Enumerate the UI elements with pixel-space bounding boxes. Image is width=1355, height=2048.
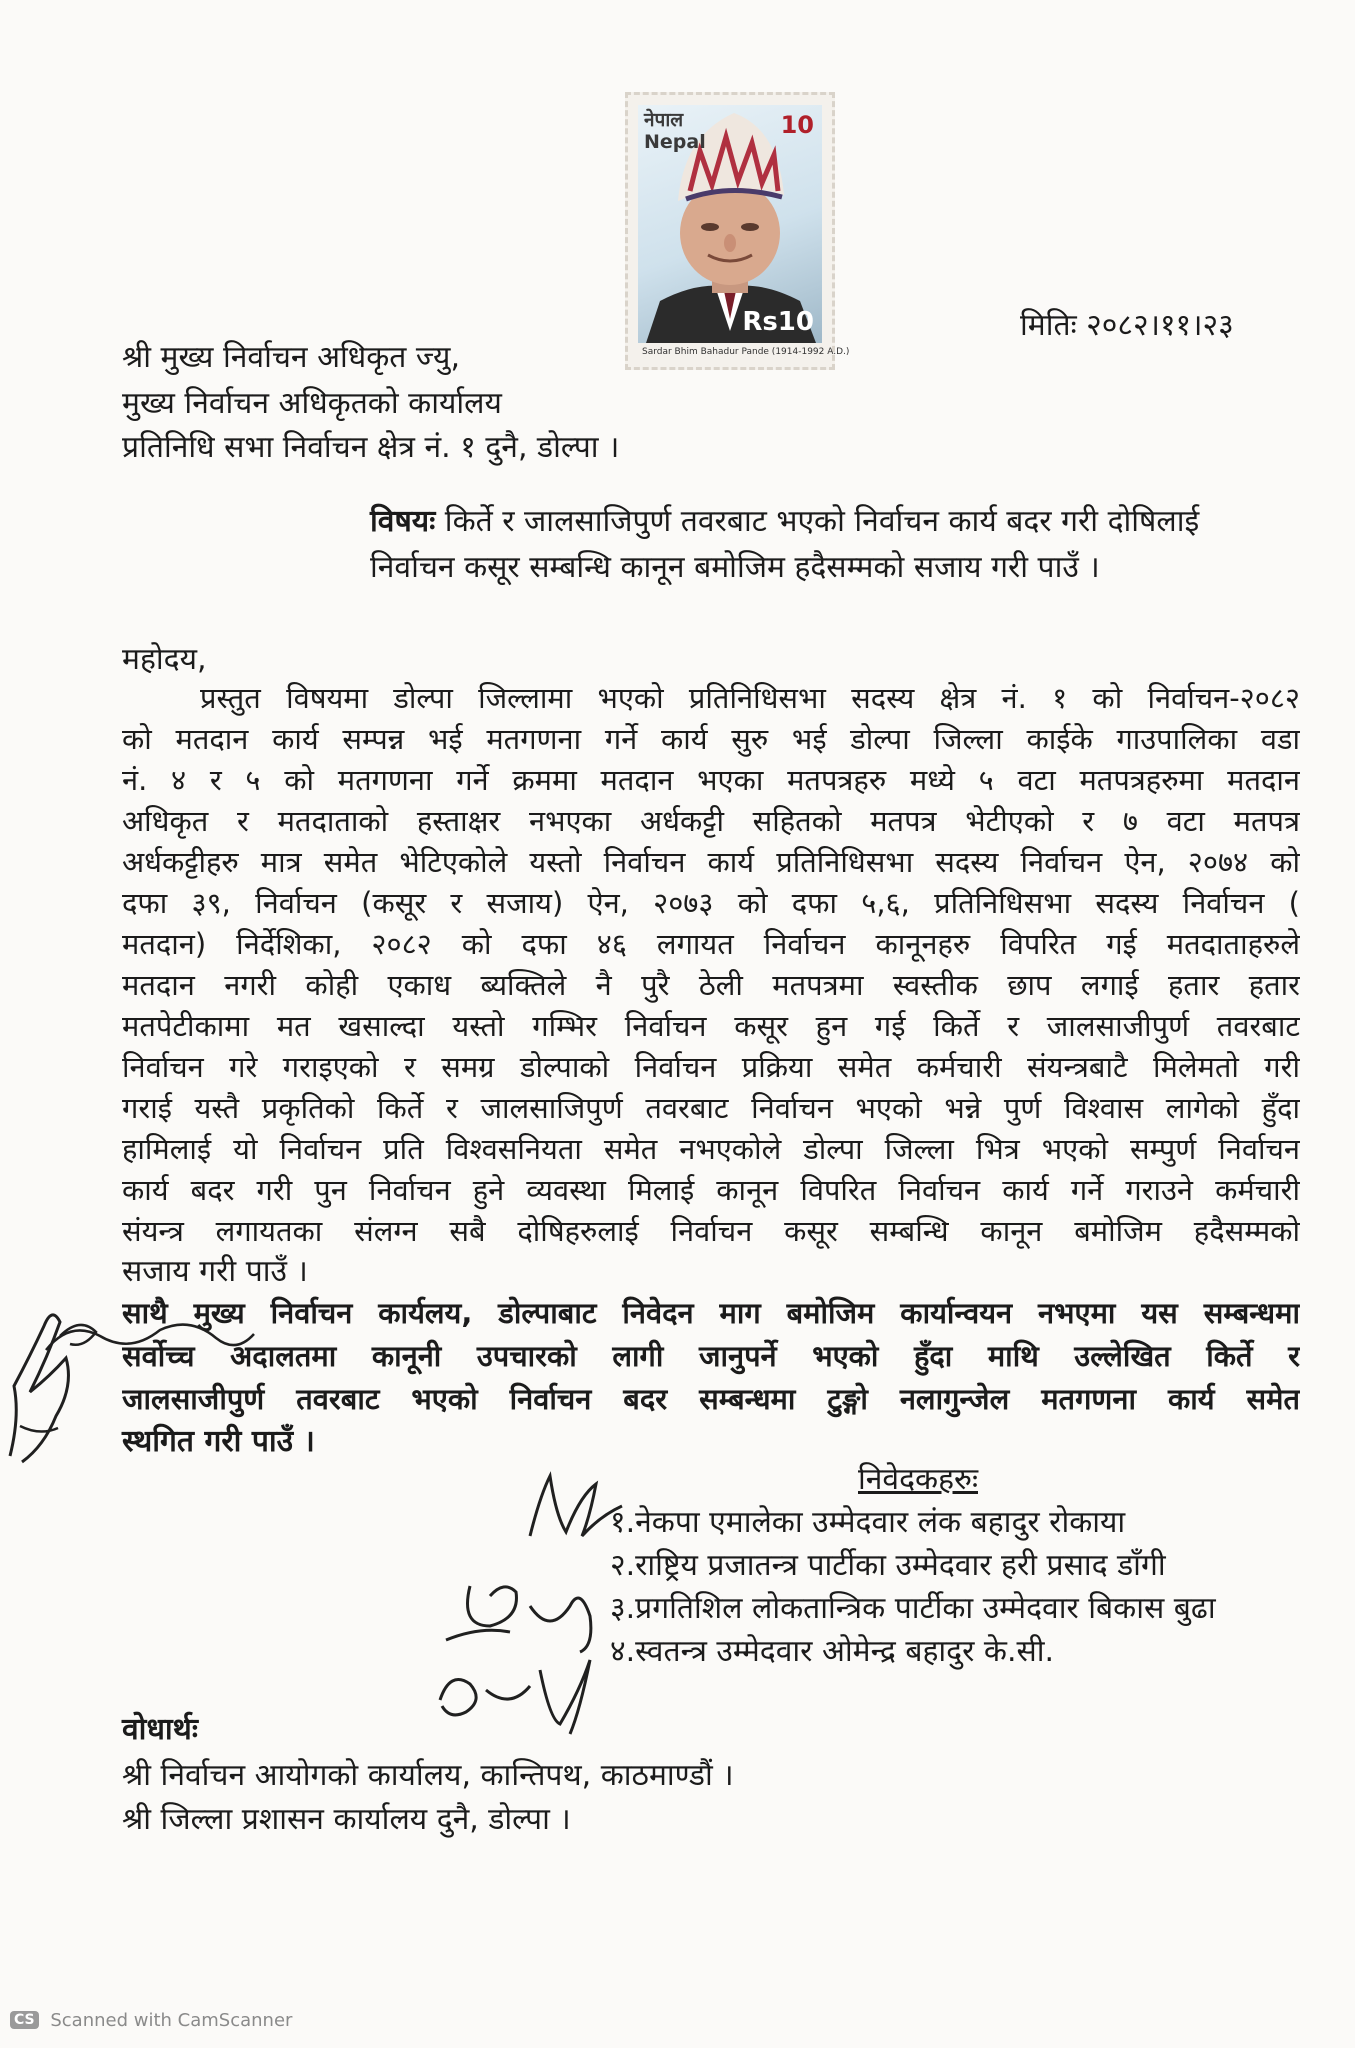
stamp-caption: Sardar Bhim Bahadur Pande (1914-1992 A.D.) <box>642 347 850 357</box>
body-line: मतपेटीकामा मत खसाल्दा यस्तो गम्भिर निर्वाचन कसूर हुन गई किर्ते र जालसाजीपुर्ण तवरबाट <box>122 1009 1300 1043</box>
applicants-heading: निवेदकहरुः <box>858 1462 978 1497</box>
signature-applicant-1 <box>520 1466 630 1546</box>
body-line: मतदान नगरी कोही एकाध ब्यक्तिले नै पुरै ठेली मतपत्रमा स्वस्तीक छाप लगाई हतार हतार <box>122 968 1300 1002</box>
subject-label: विषयः <box>370 504 436 539</box>
stamp-country-np: नेपाल <box>644 109 684 131</box>
cc-label: वोधार्थः <box>122 1712 198 1747</box>
body-line: को मतदान कार्य सम्पन्न भई मतगणना गर्ने कार्य सुरु भई डोल्पा जिल्ला काईके गाउपालिका वडा <box>122 722 1300 756</box>
signature-applicant-3 <box>440 1566 610 1656</box>
stamp-value-bottom: Rs10 <box>742 307 814 337</box>
addressee-line-2: मुख्य निर्वाचन अधिकृतको कार्यालय <box>122 386 502 421</box>
body-line: नं. ४ र ५ को मतगणना गर्ने क्रममा मतदान भएका मतपत्रहरु मध्ये ५ वटा मतपत्रहरुमा मतदान <box>122 763 1300 797</box>
addressee-line-3: प्रतिनिधि सभा निर्वाचन क्षेत्र नं. १ दुनै, डोल्पा । <box>122 430 620 465</box>
body-line: गराई यस्तै प्रकृतिको किर्ते र जालसाजिपुर्ण तवरबाट निर्वाचन भएको भन्ने पुर्ण विश्वास लागेको हुँदा <box>122 1091 1300 1125</box>
cc-item-1: श्री निर्वाचन आयोगको कार्यालय, कान्तिपथ, काठमाण्डौं । <box>122 1758 734 1793</box>
applicant-1: १.नेकपा एमालेका उम्मेदवार लंक बहादुर रोकाया <box>610 1505 1126 1540</box>
camscanner-logo-icon: CS <box>10 2011 39 2029</box>
applicant-3: ३.प्रगतिशिल लोकतान्त्रिक पार्टीका उम्मेदवार बिकास बुढा <box>610 1591 1216 1626</box>
body-line: साथै मुख्य निर्वाचन कार्यलय, डोल्पाबाट निवेदन माग बमोजिम कार्यान्वयन नभएमा यस सम्बन्धमा <box>122 1296 1300 1330</box>
cc-item-2: श्री जिल्ला प्रशासन कार्यालय दुनै, डोल्पा । <box>122 1802 571 1837</box>
stamp-image <box>638 105 822 343</box>
postage-stamp <box>625 92 850 370</box>
salutation: महोदय, <box>122 642 207 677</box>
applicant-2: २.राष्ट्रिय प्रजातन्त्र पार्टीका उम्मेदवार हरी प्रसाद डाँगी <box>610 1548 1166 1583</box>
stamp-value-top: 10 <box>780 111 814 139</box>
body-line: कार्य बदर गरी पुन निर्वाचन हुने व्यवस्था मिलाई कानून विपरित निर्वाचन कार्य गर्ने गराउने कर्मचारी <box>122 1173 1300 1207</box>
body-line: हामिलाई यो निर्वाचन प्रति विश्वसनियता समेत नभएकोले डोल्पा जिल्ला भित्र भएको सम्पुर्ण निर्वाचन <box>122 1132 1300 1166</box>
body-line: सर्वोच्च अदालतमा कानूनी उपचारको लागी जानुपर्ने भएको हुँदा माथि उल्लेखित किर्ते र <box>122 1339 1300 1373</box>
letter-date: मितिः २०८२।११।२३ <box>1020 308 1234 343</box>
camscanner-text: Scanned with CamScanner <box>50 2010 293 2031</box>
body-line: अर्धकट्टीहरु मात्र समेत भेटिएकोले यस्तो निर्वाचन कार्य प्रतिनिधिसभा सदस्य निर्वाचन ऐन, २०७४ को <box>122 845 1300 879</box>
stamp-country-en: Nepal <box>644 131 706 153</box>
subject-text-1: किर्ते र जालसाजिपुर्ण तवरबाट भएको निर्वाचन कार्य बदर गरी दोषिलाई <box>444 504 1200 539</box>
body-line: स्थगित गरी पाउँ । <box>122 1424 315 1459</box>
margin-signature-overlap <box>40 1310 260 1370</box>
body-line: अधिकृत र मतदाताको हस्ताक्षर नभएका अर्धकट्टी सहितको मतपत्र भेटीएको र ७ वटा मतपत्र <box>122 804 1300 838</box>
body-line: सजाय गरी पाउँ । <box>122 1254 308 1289</box>
applicant-4: ४.स्वतन्त्र उम्मेदवार ओमेन्द्र बहादुर के.सी. <box>610 1634 1055 1669</box>
camscanner-watermark <box>10 2010 292 2031</box>
addressee-line-1: श्री मुख्य निर्वाचन अधिकृत ज्यु, <box>122 340 460 375</box>
signature-applicant-4 <box>430 1650 600 1740</box>
body-line: जालसाजीपुर्ण तवरबाट भएको निर्वाचन बदर सम्बन्धमा टुङ्गो नलागुन्जेल मतगणना कार्य समेत <box>122 1382 1300 1416</box>
body-line: दफा ३९, निर्वाचन (कसूर र सजाय) ऐन, २०७३ को दफा ५,६, प्रतिनिधिसभा सदस्य निर्वाचन ( <box>122 886 1300 920</box>
body-line: निर्वाचन गरे गराइएको र समग्र डोल्पाको निर्वाचन प्रक्रिया समेत कर्मचारी संयन्त्रबाटै मिलेमतो गरी <box>122 1050 1300 1084</box>
body-line: संयन्त्र लगायतका संलग्न सबै दोषिहरुलाई निर्वाचन कसूर सम्बन्धि कानून बमोजिम हदैसम्मको <box>122 1214 1300 1248</box>
subject-line-1 <box>370 502 1199 542</box>
body-line: मतदान) निर्देशिका, २०८२ को दफा ४६ लगायत निर्वाचन कानूनहरु विपरित गई मतदाताहरुले <box>122 927 1300 961</box>
subject-text-2: निर्वाचन कसूर सम्बन्धि कानून बमोजिम हदैसम्मको सजाय गरी पाउँ । <box>370 550 1100 585</box>
body-line: प्रस्तुत विषयमा डोल्पा जिल्लामा भएको प्रतिनिधिसभा सदस्य क्षेत्र नं. १ को निर्वाचन-२०८२ <box>200 681 1300 715</box>
